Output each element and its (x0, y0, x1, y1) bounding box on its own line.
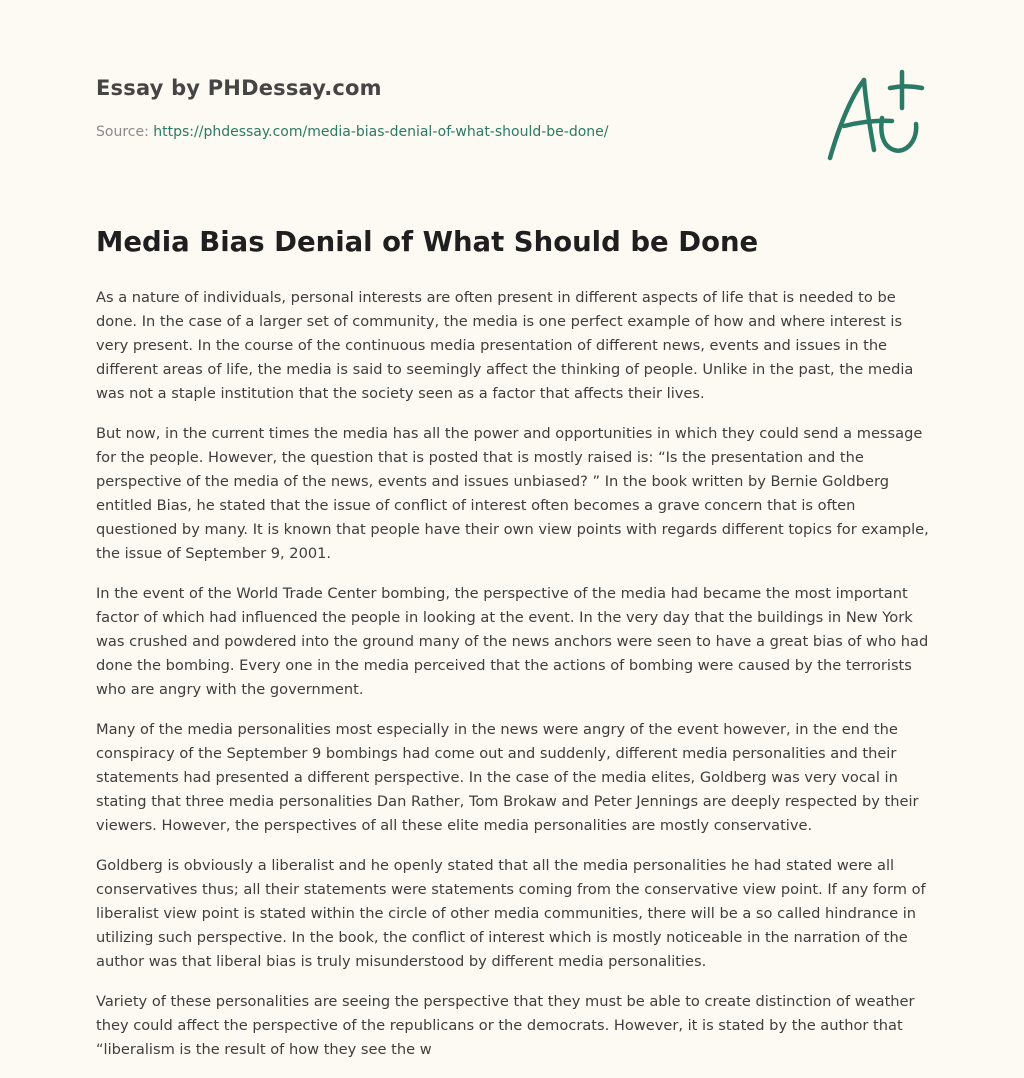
source-line (96, 124, 609, 140)
essay-body (96, 286, 930, 1078)
source-label: Source: (96, 124, 154, 140)
essay-paragraph: As a nature of individuals, personal interests are often present in different aspects of life that is needed to be done. In the case of a larger set of community, the media is one perfect example of how and where interest is very present. In the course of the continuous media presentation of different news, events and issues in the different areas of life, the media is said to seemingly affect the thinking of people. Unlike in the past, the media was not a staple institution that the society seen as a factor that affects their lives. (96, 289, 914, 402)
essay-paragraph: In the event of the World Trade Center bombing, the perspective of the media had became the most important factor of which had influenced the people in looking at the event. In the very day that the buildings in New York was crushed and powdered into the ground many of the news anchors were seen to have a great bias of who had done the bombing. Every one in the media perceived that the actions of bombing were caused by the terrorists who are angry with the government. (96, 585, 929, 698)
essay-title: Media Bias Denial of What Should be Done (96, 226, 759, 258)
essay-paragraph: But now, in the current times the media has all the power and opportunities in which they could send a message for the people. However, the question that is posted that is mostly raised is: “Is the presentation and the perspective of the media of the news, events and issues unbiased? ” In the book written by Bernie Goldberg entitled Bias, he stated that the issue of conflict of interest often becomes a grave concern that is often questioned by many. It is known that people have their own view points with regards different topics for example, the issue of September 9, 2001. (96, 425, 929, 562)
essay-paragraph: Variety of these personalities are seeing the perspective that they must be able to create distinction of weather they could affect the perspective of the republicans or the democrats. However, it is stated by the author that “liberalism is the result of how they see the w (96, 993, 915, 1058)
a-plus-logo-icon (824, 68, 928, 164)
essay-paragraph: Many of the media personalities most especially in the news were angry of the event however, in the end the conspiracy of the September 9 bombings had come out and suddenly, different media personalities and their statements had presented a different perspective. In the case of the media elites, Goldberg was very vocal in stating that three media personalities Dan Rather, Tom Brokaw and Peter Jennings are deeply respected by their viewers. However, the perspectives of all these elite media personalities are mostly conservative. (96, 721, 919, 834)
source-link[interactable]: https://phdessay.com/media-bias-denial-of-what-should-be-done/ (153, 124, 609, 140)
site-brand: Essay by PHDessay.com (96, 76, 382, 100)
essay-paragraph: Goldberg is obviously a liberalist and he openly stated that all the media personalities he had stated were all conservatives thus; all their statements were statements coming from the conservative view point. If any form of liberalist view point is stated within the circle of other media communities, there will be a so called hindrance in utilizing such perspective. In the book, the conflict of interest which is mostly noticeable in the narration of the author was that liberal bias is truly misunderstood by different media personalities. (96, 857, 926, 970)
